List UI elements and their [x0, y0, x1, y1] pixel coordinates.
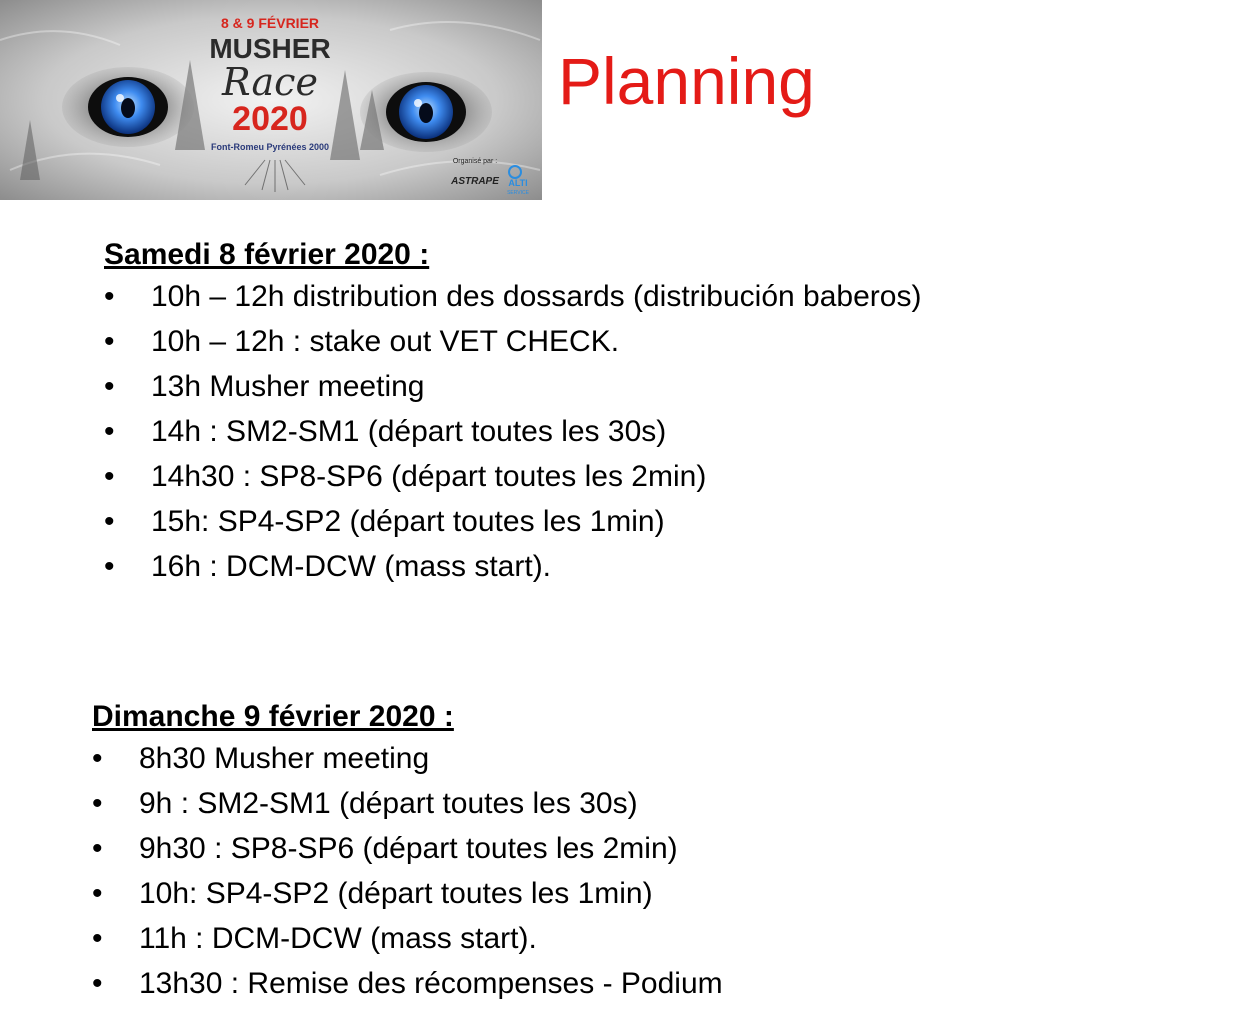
list-item: [92, 916, 537, 961]
bullet-icon: •: [104, 415, 115, 448]
list-item: [92, 781, 638, 826]
list-item: [92, 736, 454, 781]
svg-text:8 & 9 FÉVRIER: 8 & 9 FÉVRIER: [220, 15, 320, 31]
svg-text:Organisé par :: Organisé par :: [452, 158, 498, 165]
item-text: 13h30 : Remise des récompenses - Podium: [139, 967, 723, 1000]
saturday-items: [104, 274, 922, 589]
list-item: [104, 454, 707, 499]
bullet-icon: •: [92, 787, 103, 820]
bullet-icon: •: [104, 280, 115, 313]
list-item: [104, 499, 665, 544]
page-title: Planning: [558, 44, 815, 118]
bullet-icon: •: [104, 325, 115, 358]
sunday-items: [92, 736, 723, 1006]
svg-text:ASTRAPE: ASTRAPE: [451, 176, 499, 187]
list-item: [104, 319, 620, 364]
item-text: 14h : SM2-SM1 (départ toutes les 30s): [151, 415, 667, 448]
bullet-icon: •: [104, 370, 115, 403]
saturday-heading: Samedi 8 février 2020 :: [104, 238, 430, 271]
item-text: 16h : DCM-DCW (mass start).: [151, 550, 552, 583]
svg-text:ALTI: ALTI: [508, 178, 528, 188]
bullet-icon: •: [104, 505, 115, 538]
sunday-heading: Dimanche 9 février 2020 :: [92, 700, 454, 733]
list-item: [104, 409, 667, 454]
item-text: 14h30 : SP8-SP6 (départ toutes les 2min): [151, 460, 707, 493]
bullet-icon: •: [104, 460, 115, 493]
event-banner-image: [0, 0, 542, 200]
svg-text:2020: 2020: [232, 100, 308, 138]
list-item: [104, 274, 922, 319]
bullet-icon: •: [92, 967, 103, 1000]
item-text: 13h Musher meeting: [151, 370, 425, 403]
svg-text:SERVICE: SERVICE: [507, 190, 529, 196]
item-text: 10h – 12h : stake out VET CHECK.: [151, 325, 620, 358]
sunday-schedule: [92, 698, 723, 1006]
item-text: 10h: SP4-SP2 (départ toutes les 1min): [139, 877, 653, 910]
bullet-icon: •: [92, 832, 103, 865]
svg-text:Race: Race: [222, 60, 318, 104]
item-text: 11h : DCM-DCW (mass start).: [139, 922, 537, 955]
left-eye-graphic: [62, 67, 194, 147]
svg-text:MUSHER: MUSHER: [209, 33, 331, 64]
list-item: [104, 364, 429, 409]
bullet-icon: •: [92, 877, 103, 910]
item-text: 8h30 Musher meeting: [139, 742, 430, 775]
item-text: 9h : SM2-SM1 (départ toutes les 30s): [139, 787, 638, 820]
list-item: [92, 961, 723, 1006]
bullet-icon: •: [92, 922, 103, 955]
list-item: [92, 826, 678, 871]
list-item: [104, 544, 552, 589]
item-text: 10h – 12h distribution des dossards (distribución baberos): [151, 280, 922, 313]
right-eye-graphic: [360, 72, 492, 152]
saturday-schedule: [104, 236, 922, 589]
list-item: [92, 871, 653, 916]
bullet-icon: •: [92, 742, 103, 775]
bullet-icon: •: [104, 550, 115, 583]
svg-text:Font-Romeu Pyrénées 2000: Font-Romeu Pyrénées 2000: [210, 142, 330, 152]
item-text: 15h: SP4-SP2 (départ toutes les 1min): [151, 505, 665, 538]
item-text: 9h30 : SP8-SP6 (départ toutes les 2min): [139, 832, 678, 865]
